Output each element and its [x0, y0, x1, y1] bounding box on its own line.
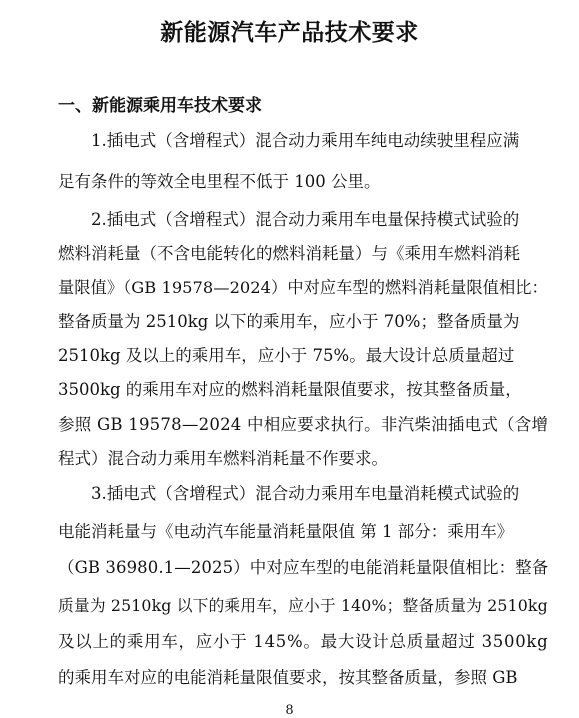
text-line [91, 125, 548, 157]
text-line [58, 166, 548, 198]
text-line [58, 272, 548, 304]
text-line [58, 238, 548, 270]
text-line-content: 及以上的乘用车，应小于 145%。最大设计总质量超过 3500kg [58, 632, 548, 651]
text-line-content: 程式）混合动力乘用车燃料消耗量不作要求。 [58, 449, 388, 468]
text-line-content: 1.插电式（含增程式）混合动力乘用车纯电动续驶里程应满 [91, 131, 520, 150]
text-line-content: 3500kg 的乘用车对应的燃料消耗量限值要求，按其整备质量， [58, 380, 522, 399]
text-line-content: 电能消耗量与《电动汽车能量消耗量限值 第 1 部分：乘用车》 [58, 522, 514, 541]
text-line-content: 3.插电式（含增程式）混合动力乘用车电量消耗模式试验的 [91, 484, 520, 503]
text-line [58, 552, 548, 584]
text-line-content: 量限值》（GB 19578—2024）中对应车型的燃料消耗量限值相比： [58, 278, 548, 297]
text-line [58, 626, 548, 658]
text-line [58, 306, 548, 338]
document-title: 新能源汽车产品技术要求 [160, 19, 419, 46]
text-line-content: 的乘用车对应的电能消耗量限值要求，按其整备质量，参照 GB [58, 668, 518, 687]
text-line-content: 足有条件的等效全电里程不低于 100 公里。 [58, 172, 381, 191]
text-line [58, 409, 548, 441]
text-line [91, 204, 548, 236]
text-line [58, 662, 548, 694]
section-heading: 一、新能源乘用车技术要求 [58, 96, 262, 116]
text-line [91, 478, 548, 510]
page-number: 8 [285, 703, 294, 718]
text-line-content: 质量为 2510kg 以下的乘用车，应小于 140%；整备质量为 2510kg [58, 596, 548, 615]
text-line-content: 参照 GB 19578—2024 中相应要求执行。非汽柴油插电式（含增 [58, 415, 548, 434]
text-line [58, 443, 548, 475]
text-line-content: 2510kg 及以上的乘用车，应小于 75%。最大设计总质量超过 [58, 346, 515, 365]
text-line [58, 340, 548, 372]
text-line-content: 整备质量为 2510kg 以下的乘用车，应小于 70%；整备质量为 [58, 312, 520, 331]
text-line [58, 516, 548, 548]
text-line [58, 374, 548, 406]
text-line-content: 2.插电式（含增程式）混合动力乘用车电量保持模式试验的 [91, 210, 520, 229]
text-line-content: 燃料消耗量（不含电能转化的燃料消耗量）与《乘用车燃料消耗 [58, 244, 520, 263]
text-line-content: （GB 36980.1—2025）中对应车型的电能消耗量限值相比：整备 [58, 558, 548, 577]
text-line [58, 590, 548, 622]
